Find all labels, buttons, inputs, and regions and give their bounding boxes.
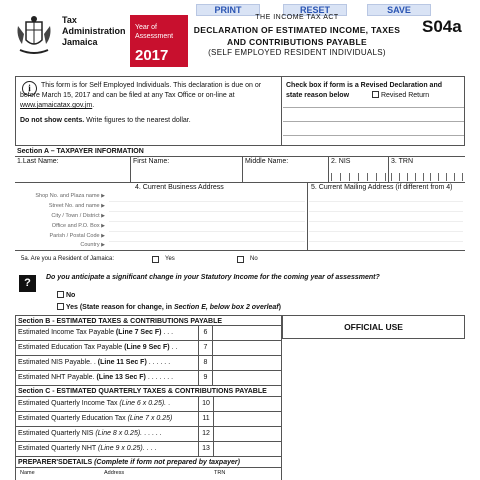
year-label: Year of Assessment xyxy=(135,24,174,40)
first-name-field[interactable]: First Name: xyxy=(131,157,243,183)
business-address-input[interactable] xyxy=(109,231,305,232)
table-row[interactable]: Estimated Quarterly NIS (Line 8 x 0.25). . . . . . 12 xyxy=(15,427,282,442)
preparer-title: PREPARER'SDETAILS (Complete if form not prepared by taxpayer) xyxy=(15,457,282,468)
info-icon: i xyxy=(22,81,37,96)
section-a-title: Section A – TAXPAYER INFORMATION xyxy=(15,147,465,157)
print-button[interactable]: PRINT xyxy=(196,4,260,16)
reason-line[interactable] xyxy=(283,107,464,108)
mailing-address-input[interactable] xyxy=(309,231,463,232)
option-no: No xyxy=(57,291,75,299)
business-address-title: 4. Current Business Address xyxy=(135,184,224,191)
name-row xyxy=(15,157,465,183)
table-row[interactable]: Estimated Quarterly Education Tax (Line 7 x 0.25) 11 xyxy=(15,412,282,427)
business-address-input[interactable] xyxy=(109,221,305,222)
mailing-address-title: 5. Current Mailing Address (if different from 4) xyxy=(311,184,453,191)
line-number: 6 xyxy=(198,326,213,340)
section-b-title: Section B - ESTIMATED TAXES & CONTRIBUTIONS PAYABLE xyxy=(15,315,282,326)
middle-name-field[interactable]: Middle Name: xyxy=(243,157,329,183)
instructions xyxy=(16,77,282,145)
organization-name: Tax Administration Jamaica xyxy=(62,15,126,47)
coat-of-arms-icon xyxy=(14,14,54,58)
save-button[interactable]: SAVE xyxy=(367,4,431,16)
revised-return-label: Revised Return xyxy=(380,92,430,99)
table-row[interactable]: Estimated NIS Payable. . (Line 11 Sec F) . . . . . . 8 xyxy=(15,356,282,371)
revised-return-checkbox[interactable] xyxy=(372,91,379,98)
resident-no-checkbox[interactable] xyxy=(237,256,244,263)
reset-button[interactable]: RESET xyxy=(283,4,347,16)
business-address-input[interactable] xyxy=(109,241,305,242)
address-field-label: Street No. and name ▶ xyxy=(48,203,105,209)
address-field-label: Parish / Postal Code ▶ xyxy=(49,233,105,239)
info-box xyxy=(15,76,465,146)
section-b xyxy=(15,315,282,457)
line-number: 9 xyxy=(198,371,213,385)
year-value: 2017 xyxy=(135,47,169,64)
trn-field[interactable]: 3. TRN xyxy=(389,157,465,183)
line-number: 11 xyxy=(198,412,214,426)
address-field-label: Country ▶ xyxy=(80,242,105,248)
business-address-input[interactable] xyxy=(109,211,305,212)
official-use-box: OFFICIAL USE xyxy=(282,315,465,339)
table-row[interactable]: Estimated Quarterly Income Tax (Line 6 x 0.25). . 10 xyxy=(15,397,282,412)
address-block xyxy=(15,183,465,251)
preparer-details xyxy=(15,457,282,480)
form-code: S04a xyxy=(422,17,462,36)
table-row[interactable]: Estimated Education Tax Payable (Line 9 Sec F) . . 7 xyxy=(15,341,282,356)
line-number: 10 xyxy=(198,397,214,411)
nis-field[interactable]: 2. NIS xyxy=(329,157,389,183)
last-name-field[interactable]: 1.Last Name: xyxy=(15,157,131,183)
preparer-trn-label: TRN xyxy=(214,470,226,476)
change-no-checkbox[interactable] xyxy=(57,291,64,298)
address-field-label: City / Town / District ▶ xyxy=(51,213,105,219)
year-of-assessment-box xyxy=(130,15,188,67)
preparer-address-label: Address xyxy=(104,470,125,476)
resident-yes-checkbox[interactable] xyxy=(152,256,159,263)
address-field-label: Office and P.O. Box ▶ xyxy=(51,223,105,229)
form-title: DECLARATION OF ESTIMATED INCOME, TAXES AND CONTRIBUTIONS PAYABLE xyxy=(193,25,401,47)
question-icon: ? xyxy=(19,275,36,292)
website-link[interactable]: www.jamaicatax.gov.jm xyxy=(20,102,93,109)
revised-declaration: Check box if form is a Revised Declaration and state reason below Revised Return xyxy=(283,77,464,145)
question-text: Do you anticipate a significant change in your Statutory Income for the coming year of assessment? xyxy=(46,274,380,281)
preparer-name-label: Name xyxy=(20,470,35,476)
reason-line[interactable] xyxy=(283,135,464,136)
section-a: Section A – TAXPAYER INFORMATION 1.Last Name: First Name: Middle Name: 2. NIS 3. TRN 4. Current Business Address 5. Current Mailing Address (if different from 4) Shop No. and Plaza name ▶ Street No. and name ▶ City / Town / District ▶ Office and P.O. Box ▶ Parish / Postal Code ▶ Country ▶ 5a. Are you a Resident of Jamaica: Yes No xyxy=(15,147,465,157)
address-field-label: Shop No. and Plaza name ▶ xyxy=(35,193,105,199)
form-subtitle: (SELF EMPLOYED RESIDENT INDIVIDUALS) xyxy=(208,48,386,57)
table-row[interactable]: Estimated Income Tax Payable (Line 7 Sec F) . . . 6 xyxy=(15,326,282,341)
reason-line[interactable] xyxy=(283,121,464,122)
line-number: 8 xyxy=(198,356,213,370)
table-row[interactable]: Estimated NHT Payable. (Line 13 Sec F) . . . . . . . 9 xyxy=(15,371,282,386)
preparer-columns xyxy=(15,468,282,480)
mailing-address-input[interactable] xyxy=(309,201,463,202)
table-row[interactable]: Estimated Quarterly NHT (Line 9 x 0.25). . . . 13 xyxy=(15,442,282,457)
business-address-input[interactable] xyxy=(109,201,305,202)
line-number: 12 xyxy=(198,427,214,441)
change-yes-checkbox[interactable] xyxy=(57,303,64,310)
line-number: 7 xyxy=(198,341,213,355)
income-change-question xyxy=(15,266,465,314)
instructions-text: This form is for Self Employed Individuals. This declaration is due on or before March 15, 2017 and can be filed at any Tax Office or on-line at www.jamaicatax.gov.jm. xyxy=(20,82,262,109)
option-yes: Yes (State reason for change, in Section E, below box 2 overleaf) xyxy=(57,303,281,311)
section-c xyxy=(15,386,282,457)
mailing-address-input[interactable] xyxy=(309,221,463,222)
act-title: THE INCOME TAX ACT xyxy=(255,14,339,21)
section-c-title: Section C - ESTIMATED QUARTERLY TAXES & CONTRIBUTIONS PAYABLE xyxy=(15,386,282,397)
cents-note: Do not show cents. Write figures to the nearest dollar. xyxy=(20,117,191,124)
mailing-address-input[interactable] xyxy=(309,211,463,212)
mailing-address-input[interactable] xyxy=(309,241,463,242)
line-number: 13 xyxy=(198,442,214,456)
